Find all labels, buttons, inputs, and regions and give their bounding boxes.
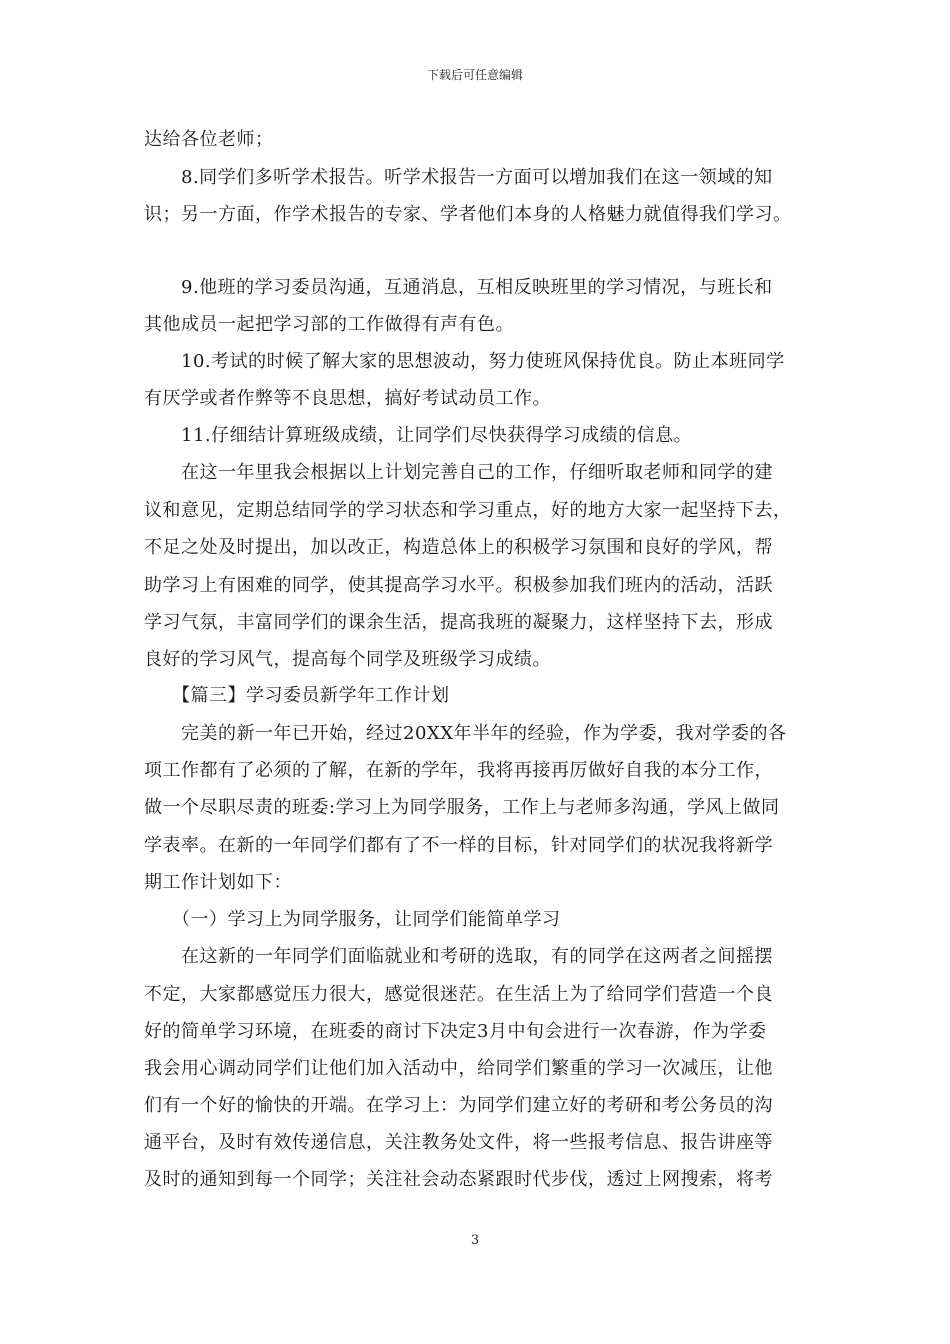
page-header: 下载后可任意编辑 xyxy=(426,68,523,82)
text-line: 做一个尽职尽责的班委:学习上为同学服务，工作上与老师多沟通，学风上做同 xyxy=(144,797,780,818)
text-line: 不定，大家都感觉压力很大，感觉很迷茫。在生活上为了给同学们营造一个良 xyxy=(144,984,773,1005)
text-line: 项工作都有了必须的了解，在新的学年，我将再接再厉做好自我的本分工作， xyxy=(144,760,773,781)
text-line: 及时的通知到每一个同学；关注社会动态紧跟时代步伐，透过上网搜索，将考 xyxy=(144,1169,773,1190)
text-line: 识；另一方面，作学术报告的专家、学者他们本身的人格魅力就值得我们学习。 xyxy=(144,204,792,225)
text-line: 我会用心调动同学们让他们加入活动中，给同学们繁重的学习一次减压，让他 xyxy=(144,1058,773,1079)
subsection-heading: （一）学习上为同学服务，让同学们能简单学习 xyxy=(144,909,561,930)
text-line: 在这新的一年同学们面临就业和考研的选取，有的同学在这两者之间摇摆 xyxy=(144,946,773,967)
text-line: 通平台，及时有效传递信息，关注教务处文件，将一些报考信息、报告讲座等 xyxy=(144,1132,773,1153)
text-line: 10.考试的时候了解大家的思想波动，努力使班风保持优良。防止本班同学 xyxy=(144,351,785,372)
text-line: 助学习上有困难的同学，使其提高学习水平。积极参加我们班内的活动，活跃 xyxy=(144,575,773,596)
text-line: 良好的学习风气，提高每个同学及班级学习成绩。 xyxy=(144,649,551,670)
text-line: 在这一年里我会根据以上计划完善自己的工作，仔细听取老师和同学的建 xyxy=(144,462,773,483)
text-line: 9.他班的学习委员沟通，互通消息，互相反映班里的学习情况，与班长和 xyxy=(144,277,773,298)
text-line: 8.同学们多听学术报告。听学术报告一方面可以增加我们在这一领域的知 xyxy=(144,167,773,188)
text-line: 完美的新一年已开始，经过20XX年半年的经验，作为学委，我对学委的各 xyxy=(144,723,787,744)
text-line: 有厌学或者作弊等不良思想，搞好考试动员工作。 xyxy=(144,388,551,409)
text-line: 11.仔细结计算班级成绩，让同学们尽快获得学习成绩的信息。 xyxy=(144,425,693,446)
section-heading: 【篇三】学习委员新学年工作计划 xyxy=(144,685,450,706)
text-line: 达给各位老师； xyxy=(144,129,274,150)
text-line: 不足之处及时提出，加以改正，构造总体上的积极学习氛围和良好的学风，帮 xyxy=(144,537,773,558)
page-number: 3 xyxy=(470,1233,480,1248)
text-line: 议和意见，定期总结同学的学习状态和学习重点，好的地方大家一起坚持下去， xyxy=(144,500,792,521)
text-line: 们有一个好的愉快的开端。在学习上：为同学们建立好的考研和考公务员的沟 xyxy=(144,1095,773,1116)
text-line: 学表率。在新的一年同学们都有了不一样的目标，针对同学们的状况我将新学 xyxy=(144,835,773,856)
text-line: 学习气氛，丰富同学们的课余生活，提高我班的凝聚力，这样坚持下去，形成 xyxy=(144,612,773,633)
text-line: 其他成员一起把学习部的工作做得有声有色。 xyxy=(144,314,514,335)
text-line: 好的简单学习环境，在班委的商讨下决定3月中旬会进行一次春游，作为学委 xyxy=(144,1021,767,1042)
text-line: 期工作计划如下： xyxy=(144,872,292,893)
